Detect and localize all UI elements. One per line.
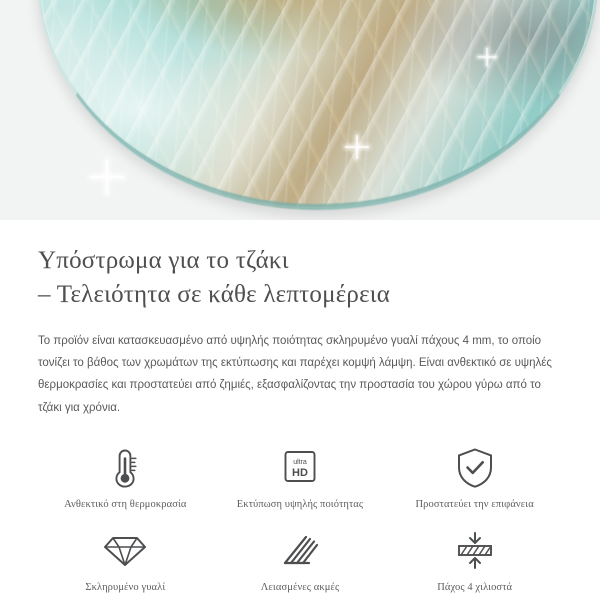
page-title <box>38 244 562 312</box>
feature-item-thickness <box>387 528 562 595</box>
shield-check-icon <box>456 445 494 491</box>
hero-image <box>0 0 600 220</box>
feature-item-polished-edges <box>213 528 388 595</box>
feature-label: Εκτύπωση υψηλής ποιότητας <box>236 499 364 511</box>
feature-label: Σκληρυμένο γυαλί <box>85 581 166 593</box>
feature-item-print-quality <box>213 445 388 512</box>
headline-line-1: Υπόστρωμα για το τζάκι <box>38 247 289 274</box>
thermometer-icon <box>108 445 142 491</box>
polished-edges-icon <box>279 528 321 574</box>
diamond-icon <box>103 528 147 574</box>
content-section <box>0 220 600 594</box>
feature-label: Πάχος 4 χιλιοστά <box>437 581 513 593</box>
feature-item-tempered-glass <box>38 528 213 595</box>
headline-line-2: – Τελειότητα σε κάθε λεπτομέρεια <box>38 280 391 308</box>
svg-text:HD: HD <box>292 467 308 480</box>
feature-label: Ανθεκτικό στη θερμοκρασία <box>64 499 187 511</box>
thickness-arrows-icon <box>453 528 497 574</box>
svg-text:ultra: ultra <box>293 459 307 467</box>
feature-grid <box>38 445 562 594</box>
feature-item-surface-protection <box>387 445 562 512</box>
description-paragraph: Το προϊόν είναι κατασκευασμένο από υψηλής ποιότητας σκληρυμένο γυαλί πάχους 4 mm, το οποίο τονίζει το βάθος των χρωμάτων της εκτύπωσης και παρέχει κομψή λάμψη. Είναι ανθεκτικό σε υψηλές θερμοκρασίες και προστατεύει από ζημιές, εξασφαλίζοντας την προστασία του χώρου γύρω από το τζάκι για χρόνια. <box>38 334 552 414</box>
feature-label: Προστατεύει την επιφάνεια <box>415 499 534 511</box>
ultra-hd-icon <box>278 445 322 491</box>
feature-label: Λειασμένες ακμές <box>260 581 340 593</box>
feature-item-temperature <box>38 445 213 512</box>
